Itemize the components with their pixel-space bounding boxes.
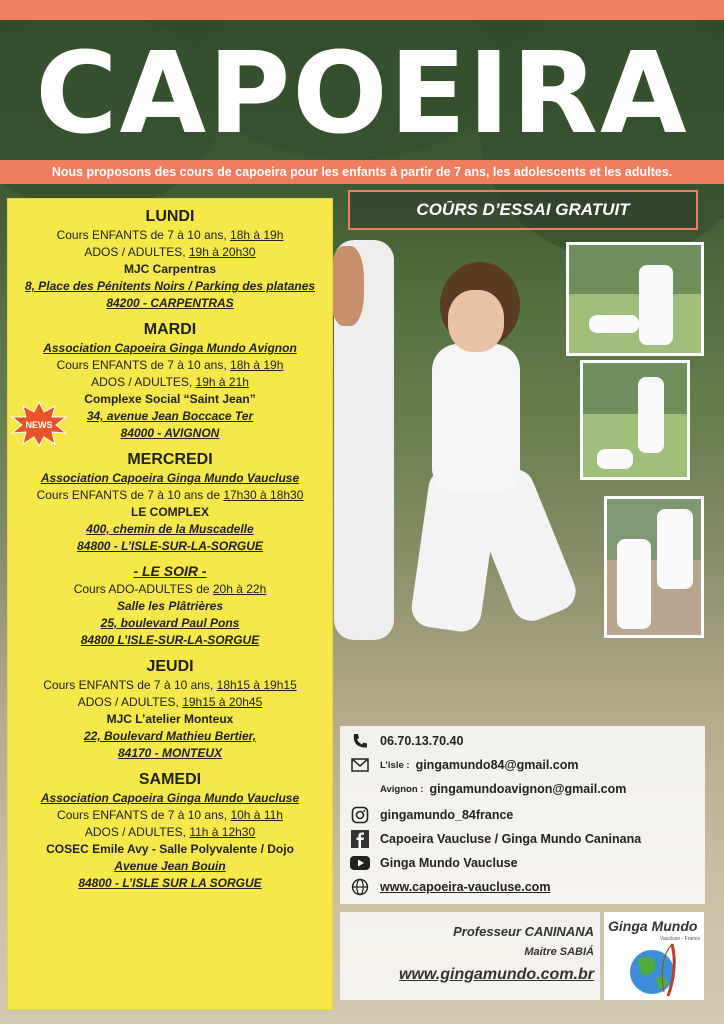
course-time: 17h30 à 18h30: [223, 488, 304, 502]
course-time: 11h à 12h30: [189, 825, 256, 839]
news-label: NEWS: [25, 420, 53, 430]
contact-email-avignon: [350, 780, 626, 798]
course-text: ADOS / ADULTES,: [84, 245, 189, 259]
top-accent-bar: [0, 0, 724, 20]
contact-youtube: [350, 854, 518, 872]
day-title: MARDI: [143, 321, 197, 338]
course-text: Cours ENFANTS de 7 à 10 ans,: [56, 228, 231, 242]
contact-panel: [340, 726, 705, 904]
venue-address: 8, Place des Pénitents Noirs / Parking des platanes: [24, 279, 316, 293]
course-time: 10h à 11h: [230, 808, 283, 822]
venue-city: 84170 - MONTEUX: [117, 746, 223, 760]
venue-name: Salle les Plâtrières: [116, 599, 224, 613]
youtube-icon: [350, 854, 370, 872]
instagram-handle[interactable]: gingamundo_84france: [380, 808, 514, 822]
contact-facebook: [350, 830, 641, 848]
phone-icon: [350, 732, 370, 750]
venue-name: MJC Carpentras: [123, 262, 217, 276]
email-label: L’isle :: [380, 759, 410, 771]
course-text: ADOS / ADULTES,: [77, 695, 183, 709]
schedule-panel: [7, 198, 333, 1010]
free-trial-banner: COŪRS D’ESSAI GRATUIT: [348, 190, 698, 230]
photo-thumbnail-1: [566, 242, 704, 356]
venue-city: 84800 L’ISLE-SUR-LA-SORGUE: [80, 633, 260, 647]
professor-name: Professeur CANINANA: [453, 924, 594, 939]
contact-instagram: [350, 806, 513, 824]
email-label: Avignon :: [380, 783, 424, 795]
contact-email-isle: [350, 756, 578, 774]
email-address[interactable]: gingamundoavignon@gmail.com: [429, 782, 627, 796]
venue-address: Avenue Jean Bouin: [114, 859, 226, 873]
professor-panel: [340, 912, 600, 1000]
schedule-samedi: [8, 770, 332, 892]
venue-city: 84200 - CARPENTRAS: [106, 296, 234, 310]
evening-title: - LE SOIR -: [133, 563, 207, 579]
schedule-jeudi: [8, 657, 332, 762]
ginga-mundo-logo: [604, 912, 704, 1000]
photo-thumbnail-2: [580, 360, 690, 480]
website-link[interactable]: www.capoeira-vaucluse.com: [380, 880, 551, 894]
venue-name: Complexe Social “Saint Jean”: [84, 392, 256, 406]
course-time: 20h à 22h: [212, 582, 267, 596]
course-time: 19h à 20h30: [188, 245, 256, 259]
instructor-head: [330, 246, 364, 326]
course-text: ADOS / ADULTES,: [84, 825, 190, 839]
venue-city: 84800 - L’ISLE-SUR-LA-SORGUE: [77, 539, 263, 553]
subtitle-banner: Nous proposons des cours de capoeira pour les enfants à partir de 7 ans, les adolescents et les adultes.: [0, 160, 724, 184]
schedule-lundi: [8, 207, 332, 312]
venue-name: LE COMPLEX: [130, 505, 209, 519]
association-name: Association Capoeira Ginga Mundo Vaucluse: [40, 791, 300, 805]
day-title: MERCREDI: [127, 451, 213, 468]
course-time: 19h15 à 20h45: [182, 695, 263, 709]
venue-name: COSEC Emile Avy - Salle Polyvalente / Dojo: [46, 842, 294, 856]
course-text: ADOS / ADULTES,: [91, 375, 196, 389]
youtube-channel[interactable]: Ginga Mundo Vaucluse: [380, 856, 518, 870]
venue-city: 84000 - AVIGNON: [120, 426, 220, 440]
globe-logo-icon: [628, 940, 684, 998]
envelope-icon: [350, 756, 370, 774]
news-badge: [10, 402, 68, 446]
venue-city: 84800 - L’ISLE SUR LA SORGUE: [78, 876, 262, 890]
course-time: 18h à 19h: [230, 228, 284, 242]
venue-address: 34, avenue Jean Boccace Ter: [86, 409, 254, 423]
facebook-page[interactable]: Capoeira Vaucluse / Ginga Mundo Caninana: [380, 832, 642, 846]
association-name: Association Capoeira Ginga Mundo Vaucluse: [40, 471, 300, 485]
page-title: CAPOEIRA: [35, 29, 689, 159]
association-name: Association Capoeira Ginga Mundo Avignon: [43, 341, 297, 355]
day-title: LUNDI: [145, 208, 195, 225]
ginga-mundo-link[interactable]: www.gingamundo.com.br: [399, 966, 594, 983]
logo-tagline: Vaucluse - France: [660, 936, 701, 942]
day-title: SAMEDI: [138, 771, 202, 788]
course-text: Cours ENFANTS de 7 à 10 ans,: [56, 358, 231, 372]
photo-thumbnail-3: [604, 496, 704, 638]
venue-address: 22, Boulevard Mathieu Bertier,: [83, 729, 257, 743]
instagram-icon: [350, 806, 370, 824]
globe-icon: [350, 878, 370, 896]
venue-name: MJC L’atelier Monteux: [106, 712, 234, 726]
schedule-mercredi: [8, 450, 332, 649]
course-time: 18h à 19h: [230, 358, 284, 372]
email-address[interactable]: gingamundo84@gmail.com: [415, 758, 579, 772]
course-text: Cours ENFANTS de 7 à 10 ans,: [57, 808, 231, 822]
venue-address: 25, boulevard Paul Pons: [100, 616, 240, 630]
course-time: 19h à 21h: [195, 375, 249, 389]
course-text: Cours ADO-ADULTES de: [73, 582, 213, 596]
course-text: Cours ENFANTS de 7 à 10 ans de: [36, 488, 224, 502]
facebook-icon: [350, 830, 370, 848]
course-time: 18h15 à 19h15: [216, 678, 297, 692]
contact-phone: [350, 732, 463, 750]
venue-address: 400, chemin de la Muscadelle: [86, 522, 254, 536]
phone-number[interactable]: 06.70.13.70.40: [380, 734, 464, 748]
day-title: JEUDI: [146, 658, 194, 675]
course-text: Cours ENFANTS de 7 à 10 ans,: [43, 678, 217, 692]
contact-website: [350, 878, 550, 896]
logo-text: Ginga Mundo: [608, 918, 698, 934]
master-name: Maitre SABIÁ: [524, 946, 594, 958]
